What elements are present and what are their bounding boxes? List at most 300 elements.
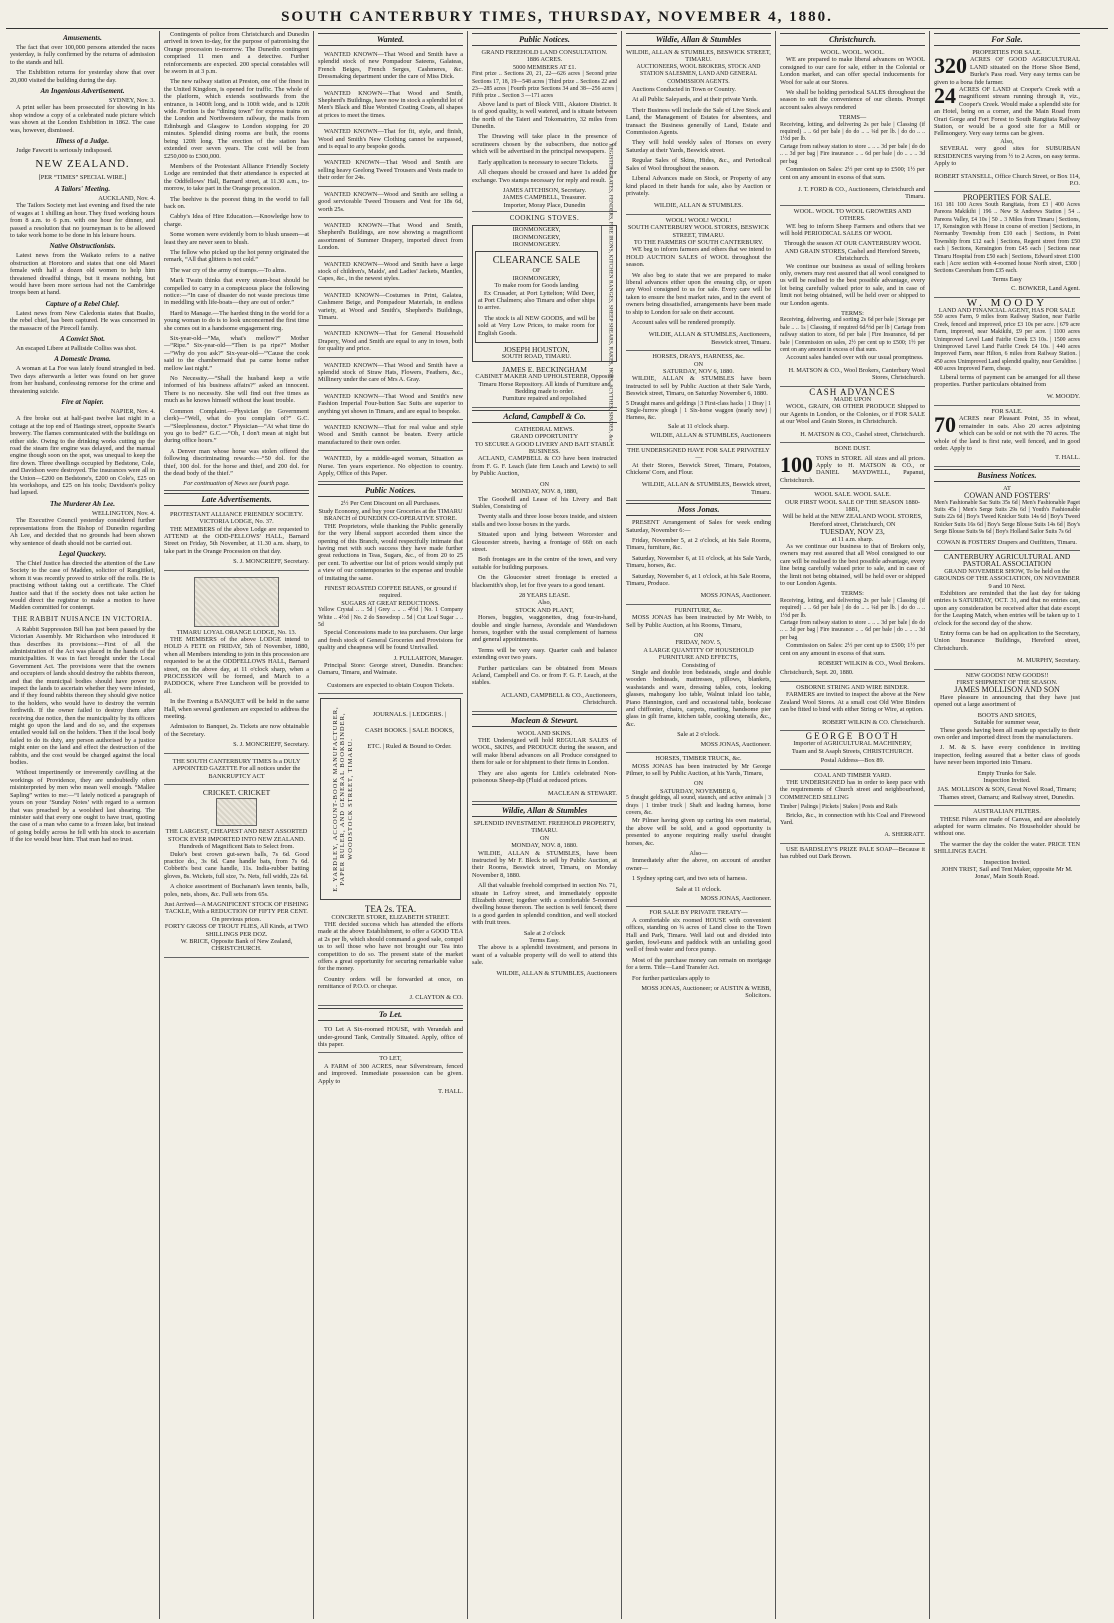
advertisement <box>934 83 1080 138</box>
ad-body: Further particulars can be obtained from Messrs Acland, Campbell and Co. or from F. G. F. Leach, at the stables. <box>472 664 617 687</box>
ad-line: OF <box>532 267 541 275</box>
classified-ad: WANTED KNOWN—That Wood and Smith are selling heavy Geelong Tweed Trousers and Vests made to their order for 24s. <box>318 157 463 186</box>
column-1 <box>6 31 160 1619</box>
ad-subtitle: OUR FIRST WOOL SALE OF THE SEASON 1880-1881, <box>785 498 920 513</box>
advertisement <box>164 573 309 754</box>
price-list: Men's Fashionable Sac Suits 35s 6d | Men's Fashionable Paget Suits 45s | Men's Serge Suits 29s 6d | Youth's Fashionable Suits 22s 6d | Boy's Tweed Knicker Suits 14s 6d | Boy's Tweed Knicker Suits 16s 6d | Boy's Serge Blouse Suits 14s 6d | Boy's Serge Blouse Suits 9s 6d | Boy's Holland Sailor Suits 7s 6d <box>934 499 1080 536</box>
paragraph: Without impertinently or irreverently cavilling at the workings of Providence, they are undoubtedly often misinterpreted by men who mean well enough. “Mallee Sapling” writes to me:—“I lately noticed a paragraph of yours on your ‘Sunday Notes’ with regard to a sermon that was preached by a woolshed last shearing. The minister said that every one ought to have trust, quoting the case of a man who came to a frozen lake, but instead of going boldly across he fell with his stock to ascertain if the ice would bear him. That man had no trust. <box>10 769 155 844</box>
continuation-note: For continuation of News see fourth page. <box>164 480 309 490</box>
ad-title: CASH ADVANCES <box>809 386 896 397</box>
ad-line: Also— <box>689 849 708 857</box>
paragraph: The war cry of the army of tramps.—To alms. <box>170 266 287 274</box>
ad-body: THE UNDERSIGNED has in order to keep pace with the requirements of Church street and neighbourhood, COMMENCED SELLING <box>780 778 925 801</box>
rate-list: Receiving, lotting, and delivering 2s per bale | Classing (if required) .. .. 6d per bale | do do .. .. ¼d per lb. | do do .. .. 1½d per lb. <box>780 597 925 619</box>
ad-body: THESE Filters are made of Canvas, and are absolutely adapted for warm climates. No Householder should be without one. <box>934 815 1080 838</box>
ad-subtitle: TO SECURE A GOOD LIVERY AND BAIT STABLE BUSINESS. <box>474 440 615 456</box>
classified-ad: WANTED, by a middle-aged woman, Situation as Nurse. Ten years experience. No objection to country. Apply, Office of this Paper. <box>318 453 463 482</box>
paragraph: The Exhibition returns for yesterday show that over 20,000 visited the building during the day. <box>10 69 155 84</box>
classified-ad: WANTED KNOWN—That for General Household Drapery, Wood and Smith are equal to any in town, both for quality and price. <box>318 328 463 357</box>
ad-body: FARMERS are invited to inspect the above at the New Zealand Wool Stores. At a small cost Old Wire Binders can be fitted to bind with either String or Wire, at option. <box>780 691 925 714</box>
ad-title: TIMARU LOYAL ORANGE LODGE, No. 13. <box>176 628 297 636</box>
ad-body: SEVERAL very good sites for SUBURBAN RESIDENCES varying from ½ to 2 Acres, on easy terms. Apply to <box>934 145 1080 168</box>
ad-body: WOOL, GRAIN, OR OTHER PRODUCE Shipped to our Agents in London, or the Colonies, or if FOR SALE at our Wool and Grain Stores, in Christchurch. <box>780 403 925 426</box>
paragraph: Latest news from the Waikato refers to a native obstruction at Horotoro and states that one old Maori female with half a dozen old women to help him threatened dreadful things, but it means nothing, but would have been more serious had not the Cambridge troops been at hand. <box>10 252 155 297</box>
paragraph: Common Complaint.—Physician (to Government clerk)—“Well, what do you complain of?” G.C.—“Sleeplessness, doctor.” Physician—“At what time do you go to bed?” G.C.—“Oh, I don't mean at night but during office hours.” <box>164 407 309 445</box>
ad-body: THE decided success which has attended the efforts made at the above Establishment, to offer a GOOD TEA at 2s per lb, which should command a good sale, compel us to sell those who have not brought our Tea into competition to do so. The present state of the market offers a great opportunity for securing remarkable value for the money. <box>318 921 463 973</box>
ad-body: MOSS JONAS has been instructed by Mr George Pilmer, to sell by Public Auction, at his Yards, Timaru, <box>626 762 771 777</box>
ad-signature: MACLEAN & STEWART. <box>472 788 617 802</box>
ad-body: THE Proprietors, while thanking the Public generally for the very liberal support accorded them since the opening of this Branch, would respectfully intimate that having met with such success they have made further great reductions in Teas, Sugars, &c., of from 20 to 25 per cent. To advertise our list of prices would simply put a view of our contemporaries to the expense and trouble of imitating the same. <box>318 522 463 582</box>
ad-body: Terms will be very easy. Quarter cash and balance extending over two years. <box>472 646 617 662</box>
ad-title: TEA 2s. TEA. <box>364 904 417 915</box>
columns <box>6 31 1108 1619</box>
heading: The Murderer Ah Lee. <box>49 499 116 508</box>
ad-subtitle: GRAND NOVEMBER SHOW, To be held on the GROUNDS OF THE ASSOCIATION, ON NOVEMBER 9 and 10 Next. <box>934 567 1080 590</box>
classified-ad: WANTED KNOWN—That for fit, style, and finish, Wood and Smith's New Clothing cannot be surpassed, and is equal to any bespoke goods. <box>318 126 463 155</box>
classified-ad: WANTED KNOWN—That Wood and Smith have a splendid stock of Straw Hats, Flowers, Feathers, &c., Millinery under the care of Mrs A. Gray. <box>318 360 463 389</box>
ad-body: J. M. & S. have every confidence in inviting inspection, feeling assured that a better class of goods have never been imported into Timaru. <box>934 744 1080 767</box>
ad-body: 1 Sydney spring cart, and two sets of harness. <box>632 875 748 883</box>
prize-list: First prize .. Sections 20, 21, 22—626 acres | Second prize Sections 17, 18, 19—548 acres | Third prize .. Sections 22 and 23—285 acres | Fourth prize Sections 34 and 38—256 acres | Fifth prize .. Section 3 —171 acres <box>472 71 617 100</box>
advertisement <box>934 53 1080 86</box>
ad-line: ON <box>693 780 704 788</box>
advertisement <box>164 787 309 958</box>
paragraph: An escaped Libere at Palliside Colliss was shot. <box>16 344 137 352</box>
ad-line: Inspection Invited. <box>983 858 1031 866</box>
ad-body: Liberal terms of payment can be arranged for all these properties. Further particulars obtained from <box>934 373 1080 389</box>
ledger-advertisement <box>320 698 461 900</box>
paragraph: No Necessity.—“Shall the husband keep a wife informed of his business affairs?” asked an innocent. There is no necessity. She will find out five times as much as he knows himself without the least trouble. <box>164 375 309 405</box>
ad-body: A choice assortment of Buchanan's lawn tennis, balls, poles, nets, shoes, &c. Full sets from 65s. <box>164 883 309 898</box>
dateline: NAPIER, Nov. 4. <box>110 408 155 415</box>
ad-body: Entry forms can be had on application to the Secretary, Union Insurance Buildings, Hereford street, Christchurch. <box>934 630 1080 652</box>
ad-title: COWAN AND FOSTERS' <box>964 491 1050 501</box>
ad-body: The Goodwill and Lease of his Livery and Bait Stables, Consisting of <box>472 495 617 510</box>
ad-line: ON <box>693 360 704 368</box>
section-heading: Moss Jonas. <box>626 503 771 516</box>
ad-body: On the Gloucester street frontage is erected a blacksmith's shop, let for five years to a good tenant. <box>472 574 617 589</box>
column-7 <box>930 31 1084 1619</box>
ad-line: 2½ Per Cent Discount on all Purchases. <box>340 500 441 508</box>
ad-body: USE BARDSLEY'S PRIZE PALE SOAP—Because it has rubbed out Dark Brown. <box>780 845 925 861</box>
ad-subtitle: BOOTS AND SHOES, <box>977 711 1037 719</box>
ad-body: Situated upon and lying between Worcester and Gloucester streets, having a frontage of 66ft on each street. <box>472 531 617 553</box>
advertisement <box>934 412 1080 452</box>
ad-subtitle: SOUTH CANTERBURY WOOL STORES, BESWICK STREET, TIMARU. <box>627 224 770 239</box>
ad-body: ACRES near Pleasant Point, 35 in wheat, remainder in oats. Also 20 acres adjoining which can be sold or not with the 70 acres. The whole of the land is first rate, well fenced, and in good order. Apply to <box>934 415 1080 452</box>
heading: An Ingenious Advertisement. <box>40 87 125 96</box>
ad-body: Commission on Sales: 2½ per cent up to £500; 1½ per cent on any amount in excess of that sum. <box>780 642 925 657</box>
item-list: 5 draught geldings, all sound, staunch, and active animals | 3 drays | 1 timber truck | Shaft and leading harness, horse covers, &c. <box>626 795 771 816</box>
ad-line: MONDAY, NOV. 8, 1880, <box>511 488 578 496</box>
ad-line: IRONMONGERY, <box>512 226 561 234</box>
advertisement <box>164 756 309 785</box>
ad-signature: M. MURPHY, Secretary. <box>934 655 1080 669</box>
ad-signature: SOUTH ROAD, TIMARU. <box>501 353 572 361</box>
ad-body: Principal Store: George street, Dunedin. Branches: Oamaru, Timaru, and Waimate. <box>318 662 463 677</box>
ad-body: These goods having been all made up specially to their own order and imported direct from the manufacturers. <box>934 726 1080 741</box>
ad-body: THE Undersigned will hold REGULAR SALES of WOOL, SKINS, and PRODUCE during the season, and will make liberal advances on all Produce consigned to them for sale or for shipment to their firms in London. <box>472 737 617 767</box>
ad-body: ACRES OF GOOD AGRICULTURAL LAND situated on the Horse Shoe Bend, Burke's Pass road. Very easy terms can be given to a bona fide farmer. <box>934 56 1080 86</box>
paragraph: The Chief Justice has directed the attention of the Law Society to the case of Madden, solicitor of Rangitikei, whom it was recently proved to strike off the rolls. He is practising without taking out a certificate. The Chief Justice said that if the society does not take action he would direct the registrar to make a motion to have Madden committed for contempt. <box>10 559 155 612</box>
ad-body: The warmer the day the colder the water. PRICE TEN SHILLINGS EACH. <box>934 840 1080 856</box>
ad-line: Sale at 2 o'clock <box>523 929 566 937</box>
ad-line: TERMS— <box>838 114 867 122</box>
ad-title: CANTERBURY AGRICULTURAL AND PASTORAL ASSOCIATION <box>943 551 1071 569</box>
ad-signature: MOSS JONAS, Auctioneer. <box>626 739 771 753</box>
ad-signature: WILDIE, ALLAN & STUMBLES, Auctioneers <box>626 430 771 444</box>
classified-ad: A FARM of 300 ACRES, near Silverstream, fenced and improved. Immediate possession can be given. Apply to <box>318 1062 463 1085</box>
advertisement <box>472 364 617 408</box>
ad-line: MONDAY, NOV. 8, 1880. <box>511 842 578 850</box>
ad-signature: MOSS JONAS, Auctioneer; or AUSTIN & WEBB, Solicitors. <box>641 985 771 1000</box>
ad-signature: A. SHERRATT. <box>780 829 925 843</box>
ad-signature: WILDIE, ALLAN & STUMBLES, Auctioneers <box>496 969 617 977</box>
heading: Native Obstructionists. <box>49 242 116 251</box>
classified-ad: WANTED KNOWN—That Wood and Smith have a splendid stock of new Pompadour Sateens, Galateas, French Beiges, French Serges, Cashmeres, &c. Dressmaking department under the care of Miss Dick. <box>318 49 463 86</box>
ad-signature: JAMES AITCHISON, Secretary. <box>502 186 587 194</box>
ad-line: IRONMONGERY, <box>512 274 561 282</box>
ad-number: 100 <box>780 451 813 477</box>
ad-title: FURNITURE, &c. <box>674 606 723 614</box>
classified-ad: WANTED KNOWN—That Wood and Smith, Shepherd's Buildings, are now showing a magnificent assortment of Summer Drapery, imported direct from London. <box>318 220 463 257</box>
ad-title: WOOL. WOOL. WOOL. <box>820 49 885 56</box>
ad-signature: W. BRICE, Opposite Bank of New Zealand, CHRISTCHURCH. <box>180 938 293 953</box>
paragraph: The fellow who picked up the hot penny originated the remark, “All that glitters is not cold.” <box>164 248 309 264</box>
ad-body: Their Business will include the Sale of Live Stock and Land, the Management of Estates for absentees, and transact the Business generally of Land, Estate and Commission Agents. <box>626 106 771 137</box>
ad-signature: T. HALL. <box>438 1087 463 1095</box>
ad-title: GEORGE BOOTH <box>805 730 900 741</box>
rate-list: Cartage from railway station to store .. .. .. 3d per bale | do do .. .. 3d per bag | Fire insurance .. .. 6d per bale | do .. .. .. 3d per bag <box>780 620 925 641</box>
section-title: NEW ZEALAND. <box>35 158 130 171</box>
ad-body: In the Evening a BANQUET will be held in the same Hall, when several gentlemen are expected to address the meeting. <box>164 698 309 721</box>
classified-ad: TO Let A Six-roomed HOUSE, with Verandah and under-ground Tank, Centrally Situated. Apply, office of this paper. <box>318 1024 463 1053</box>
ad-body: Auctions Conducted in Town or Country. <box>632 86 736 94</box>
ad-body: FORTY GROSS OF TROUT FLIES, All Kinds, at TWO SHILLINGS PER DOZ. <box>164 923 309 938</box>
ad-title: JAMES E. BECKINGHAM <box>502 364 587 374</box>
ad-line: TERMS: <box>841 590 864 598</box>
ad-signature: WILDIE, ALLAN & STUMBLES. <box>626 200 771 214</box>
ad-title: COOKING STOVES. <box>509 214 580 223</box>
ad-title: W. MOODY <box>966 296 1048 309</box>
masthead-rule <box>6 28 1108 29</box>
section-heading: Business Notices. <box>934 469 1080 482</box>
heading: Legal Quackery. <box>58 549 107 558</box>
advertisement <box>164 509 309 571</box>
ad-line: FINEST ROASTED COFFEE BEANS, or ground if required. <box>324 584 457 600</box>
paragraph: Cabby's Idea of Hire Education.—Knowledge how to charge. <box>164 213 309 228</box>
ad-title: CATHEDRAL MEWS. <box>514 425 575 433</box>
section-heading: Wildie, Allan & Stumbles <box>472 804 617 817</box>
ad-body: They will hold weekly sales of Horses on every Saturday at their Yards, Beswick street. <box>626 139 771 154</box>
ad-number: 70 <box>934 412 956 438</box>
ad-body: Above land is part of Block VIII., Akatore District. It is of good quality, is well watered, and is situate between the north of the Taieri and Tokomairiro, 32 miles from Dunedin. <box>472 100 617 131</box>
ad-body: Mr Pilmer having given up carting his own material, the above will be sold, and a good opportunity is presented to anyone requiring really useful draught horses, &c. <box>626 817 771 847</box>
ad-line: TUESDAY, NOV 23, <box>820 527 885 537</box>
section-title: THE RABBIT NUISANCE IN VICTORIA. <box>12 614 153 623</box>
section-heading: Wanted. <box>318 33 463 46</box>
classified-ad: WANTED KNOWN—That Wood and Smith's new Fashion Imperial Four-button Sac Suits are superior to anything yet shown in Timaru, and are equal to bespoke. <box>318 391 463 420</box>
ad-title: WOOL SALE. WOOL SALE. <box>814 491 891 499</box>
ad-body: WE beg to inform farmers and others that we intend to HOLD AUCTION SALES of WOOL throughout the season. <box>626 246 771 269</box>
ad-line: STOCK AND PLANT, <box>515 606 574 614</box>
ad-date: Christchurch, Sept. 20, 1880. <box>780 667 925 681</box>
ad-line: Suitable for summer wear, <box>973 719 1041 727</box>
ad-title: OSBORNE STRING AND WIRE BINDER. <box>796 683 909 691</box>
ad-body: We continue our business as usual of selling brokers only, owners may rest assured that all wool consigned to us will be realised to the best possible advantage, every lot being carefully valued prior to sale, and in case of limit not being obtained, will be held over or shipped to our London agents. <box>780 262 925 307</box>
ad-line: IRONMONGERY. <box>512 240 561 248</box>
ad-body: Account sales handed over with our usual promptness. <box>786 354 924 362</box>
paragraph: A fire broke out at half-past twelve last night in a cottage at the top end of Hastings street, opposite Swan's brewery. The flames communicated with the buildings on either side. Owing to the drinking works cutting up the road the steam fire engine was delayed, and the manual engine though soon on the spot, was unequal to keep the fire down. Three dwellings occupied by Bedstone, Cole, and Davidson were destroyed. The insurances were all in the Union—£200 on Bedstone's, £200 on Cole's, £25 on his workshops, and £25 on his tools; Davidson's policy had lapsed. <box>10 415 155 497</box>
ad-line: IRONMONGERY, <box>512 233 561 241</box>
ad-title: SUGARS AT GREAT REDUCTIONS. <box>341 599 440 607</box>
ad-line: Hundreds of Magnificent Bats to Select from. <box>178 843 295 851</box>
ad-line: Sale at 11 o'clock. <box>675 885 722 893</box>
ad-signature: H. MATSON & CO., Wool Brokers, Canterbury Wool Stores, Christchurch. <box>780 365 925 387</box>
ad-signature: J. FULLARTON, Manager. <box>393 654 463 662</box>
section-heading: To Let. <box>318 1008 463 1021</box>
paragraph: Members of the Protestant Alliance Friendly Society Lodge are reminded that their attendance is expected at the Oddfellows' Hall, Barnard street, at 11.30 a.m., to-morrow, to take part in the Orange procession. <box>164 162 309 193</box>
heading: Capture of a Rebel Chief. <box>45 299 120 308</box>
ad-title: WOOL. WOOL TO WOOL GROWERS AND OTHERS. <box>793 207 912 223</box>
ad-body: WILDIE, ALLAN & STUMBLES, have been instructed by Mr F. Bleck to sell by Public Auction, at their Rooms, Beswick street, Timaru, on Monday November 8, 1880. <box>472 849 617 879</box>
section-heading: Christchurch. <box>780 33 925 46</box>
ad-subtitle: CONCRETE STORE, ELIZABETH STREET. <box>331 913 450 921</box>
ad-title: PROPERTIES FOR SALE. <box>962 193 1052 203</box>
section-heading: Public Notices. <box>318 484 463 497</box>
ad-subtitle: Importer of AGRICULTURAL MACHINERY, <box>793 740 912 748</box>
ad-body: Liberal Advances made on Stock, or Property of any kind placed in their hands for sale, also by Auction or privately. <box>626 175 771 197</box>
ad-title: PROTESTANT ALLIANCE FRIENDLY SOCIETY. <box>169 510 304 518</box>
clearance-box <box>475 251 598 343</box>
ad-line: Also, <box>537 599 552 607</box>
ad-line: FRIDAY, NOV. 5, <box>675 639 722 647</box>
ad-body: Bricks, &c., in connection with his Coal and Firewood Yard. <box>780 811 925 826</box>
ad-title: Study Economy, and buy your Groceries at the TIMARU BRANCH of DUNEDIN CO-OPERATIVE STORE. <box>318 507 463 523</box>
ad-signature: S. J. MONCRIEFF, Secretary. <box>233 741 309 749</box>
rate-list: Receiving, lotting, and delivering 2s per bale | Classing (if required) .. .. 6d per bale | do do .. .. ¼d per lb. | do do .. .. 1½d per lb. <box>780 121 925 143</box>
heading: Fire at Napier. <box>61 398 104 406</box>
ad-line: Consisting of <box>681 661 716 669</box>
ad-signature: JOHN TRIST, Sail and Tent Maker, opposite Mr M. Jonas', Main South Road. <box>941 866 1073 881</box>
ad-body: ACRES OF LAND at Cooper's Creek with a magnificent stream running through it, viz., Cooper's Creek. Would make a splendid site for an Hotel, being on a corner, and the Main Road from Orari Gorge and Fort Forest to South Rangitata Railway Station, or would be a good site for a Mill or Fellmongery. Very easy terms can be given. <box>934 86 1080 138</box>
ad-body: Duke's best crown gut-sewn balls, 7s 6d. Good practice do., 3s 6d. Cane handle bats, from 7s 6d. Cobbett's best cane handle, 11s. India-rubber batting gloves, 8s. Wickets, full size, 7s. Nets, full width, 22s 6d. <box>164 850 309 880</box>
ad-title: WOOL AND SKINS. <box>517 729 572 737</box>
ad-subtitle: LAND AND FINANCIAL AGENT, HAS FOR SALE <box>938 307 1076 314</box>
ad-line: To make room for Goods landing <box>494 282 579 290</box>
ad-subtitle: A LARGE QUANTITY OF HOUSEHOLD FURNITURE AND EFFECTS, <box>643 646 754 662</box>
ad-line: MADE UPON <box>833 396 872 404</box>
ad-title: WILDIE, ALLAN & STUMBLES, BESWICK STREET, TIMARU. <box>626 49 771 64</box>
section-heading: Wildie, Allan & Stumbles <box>626 33 771 46</box>
ad-title: GRAND OPPORTUNITY <box>510 433 579 441</box>
ad-body: The stock is all NEW GOODS, and will be sold at Very Low Prices, to make room for English Goods. <box>478 314 595 337</box>
ad-title: WOOL! WOOL! WOOL! <box>665 216 732 224</box>
ad-body: Ex Crusader, at Port Lyttelton; Wild Deer, at Port Chalmers; also Timaru and other ships to arrive. <box>478 289 595 312</box>
paragraph: A print seller has been prosecuted for showing in his shop window a copy of a celebrated nude picture which was shown at the London Exhibition in 1862. The case was, however, dismissed. <box>10 104 155 134</box>
masthead: SOUTH CANTERBURY TIMES, THURSDAY, NOVEMBER 4, 1880. <box>281 9 833 25</box>
ledger-side-text: E. YARDLEY, ACCOUNT-BOOK MANUFACTURER, PAPER RULER, AND GENERAL BOOKBINDER, WOODSTOCK STREET, TIMARU. <box>331 706 354 892</box>
ad-line: Empty Trunks for Sale. <box>977 769 1037 777</box>
paragraph: The fact that over 100,000 persons attended the races yesterday, is fully confirmed by the returns of admission to the stands and hill. <box>10 44 155 66</box>
rate-list: Cartage from railway station to store .. .. .. 3d per bale | do do .. .. 3d per bag | Fire insurance .. .. 6d per bale | do .. .. .. 3d per bag <box>780 143 925 165</box>
ad-line: Terms Easy <box>992 275 1022 283</box>
ad-title: JAMES MOLLISON AND SON <box>954 685 1060 695</box>
ad-title: HORSES, TIMBER TRUCK, &c. <box>655 755 742 763</box>
ad-body: WE beg to inform Sheep Farmers and others that we will hold PERIODICAL SALES OF WOOL <box>780 222 925 237</box>
ad-body: We also beg to state that we are prepared to make liberal advances either upon the ensuing clip, or upon any Wool consigned to us for sale. Every care will be taken to ensure the best market rates, and in the event of owners being dissatisfied, arrangements have been made to ship to London for sale on their account. <box>626 271 771 316</box>
heading: A Domestic Drama. <box>54 355 111 364</box>
ad-line: SATURDAY, NOV 6, 1880. <box>663 368 734 376</box>
column-2 <box>160 31 314 1619</box>
ad-body: All cheques should be crossed and have 1s added for exchange. Two stamps necessary for reply and result. <box>472 169 617 184</box>
ad-body: THE SOUTH CANTERBURY TIMES Is a DULY APPOINTED GAZETTE For all notices under the BANKRUPTCY ACT <box>172 757 301 780</box>
ad-title: GRAND FREEHOLD LAND CONSULTATION. <box>481 49 608 56</box>
ad-body: MOSS JONAS has been instructed by Mr Webb, to Sell by Public Auction, at his Rooms, Timaru, <box>626 614 771 629</box>
clearance-title: CLEARANCE SALE <box>492 255 581 267</box>
ad-subtitle: Through the season AT OUR CANTERBURY WOOL AND GRAIN STORES, Cashel and Hereford Streets, Christchurch. <box>783 240 921 263</box>
paragraph: Latest news from New Caledonia states that Bualio, the rebel chief, has been captured. He was concerned in the massacre of the Pirecell family. <box>10 309 155 332</box>
ad-body: At their Stores, Beswick Street, Timaru, Potatoes, Chickens' Corn, and Flour. <box>626 461 771 476</box>
heading: Illness of a Judge. <box>56 137 109 146</box>
ad-line: Postal Address—Box 89. <box>780 755 925 769</box>
paragraph: The new railway station at Preston, one of the finest in the United Kingdom, is opened for traffic. The whole of the platform, which extends southwards from the entrance, is 1400ft long, and is 100ft wide, and is 120ft wide. Portion is the “dining town” for express trains on the London and Northwestern railway, the mails from Edinburgh and Glasgow to London stopping for 20 minutes. Splendid dining rooms are built, the rooms being 120ft long. The erection of the station has extended over seven years. The cost will be from £250,000 to £300,000. <box>164 78 309 160</box>
horseman-engraving-icon <box>194 577 279 627</box>
section-heading: For Sale. <box>934 33 1080 46</box>
section-heading: Maclean & Stewart. <box>472 714 617 727</box>
ad-body: WILDIE, ALLAN & STUMBLES have been instructed to sell by Public Auction at their Sale Yards, Beswick street, Timaru, on Saturday November 6, 1880. <box>626 375 771 398</box>
ad-title: FOR SALE BY PRIVATE TREATY— <box>649 909 748 917</box>
ad-signature: W. MOODY. <box>934 391 1080 405</box>
heading: A Convict Shot. <box>60 334 105 343</box>
paragraph: The Tailors Society met last evening and fixed the rate of wages at 1 shilling an hour. They fixed working hours from 8 a.m. to 6 p.m. with one hour for dinner, and passed a resolution that no journeyman is to be allowed to take work home to be done in his leisure hours. <box>10 202 155 239</box>
side-strip-text: REGISTER GRATES, FENDERS, FIRE IRONS, KITCHEN RANGES, SHEEP SHEARS, RAKES, HOES, SCYTHES, SPADES, &c. <box>607 144 614 443</box>
ad-body: WE are prepared to make liberal advances on WOOL consigned to our care for sale, either in the Colonial or London market, and can offer special inducements for Wool for sale at our Stores. <box>780 56 925 86</box>
ad-signature: ROBERT WILKIN & CO., Wool Brokers. <box>818 660 925 668</box>
ad-body: Single and double iron bedsteads, single and double wooden bedsteads, mattresses, pillows, blankets, washstands and ware, dressing tables, cots, looking glasses, mahogany loo table, Walnut inlaid loo table, Piano Hannington, card and occasional table, bookcase and chiffonier, chairs, carpets, matting, handsome pier glass in gilt frame, kitchen table, cooking utensils, &c., &c. <box>626 669 771 728</box>
ad-line: AT <box>1003 484 1011 492</box>
section-heading: Acland, Campbell & Co. <box>472 410 617 423</box>
classified-ad: WANTED KNOWN—Wood and Smith are selling a good serviceable Tweed Trousers and Vest for 18s 6d, worth 25s. <box>318 189 463 218</box>
ad-line: ON <box>539 834 550 842</box>
section-heading: Public Notices. <box>472 33 617 46</box>
ad-body: Commission on Sales: 2½ per cent up to £500; 1½ per cent on any amount in excess of that sum. <box>780 166 925 181</box>
ad-title: THE UNDERSIGNED HAVE FOR SALE PRIVATELY— <box>627 446 770 462</box>
ad-body: Early application is necessary to secure Tickets. <box>478 158 599 166</box>
dateline: WELLINGTON, Nov. 4. <box>92 509 155 517</box>
paragraph: Mark Twain thinks that every steam-boat should be compelled to carry in a conspicuous place the following notice:—“In case of disaster do not waste precious time in meddling with life-boats—they are out of order.” <box>164 277 309 307</box>
ad-number: 24 <box>934 83 956 109</box>
heading: A Tailors' Meeting. <box>54 184 111 193</box>
ad-signature: J. CLAYTON & CO. <box>409 993 463 1001</box>
ad-body: Saturday, November 6, at 1 o'clock, at his Sale Rooms, Timaru, Produce. <box>626 572 771 587</box>
ad-line: TERMS: <box>841 310 864 317</box>
ad-line: 28 YEARS LEASE. <box>518 591 571 599</box>
ad-body: As we continue our business to that of Brokers only, owners may rest assured that all Wool consigned to our care will be realised to the best possible advantage, every line being carefully valued prior to sale, and in case of the limit not being obtained, will be held over or shipped to our London Agents. <box>780 542 925 587</box>
ad-body: At all Public Saleyards, and at their private Yards. <box>632 96 758 104</box>
ad-title: BONE DUST. <box>834 445 871 453</box>
ad-body: Most of the purchase money can remain on mortgage for a term. Title—Land Transfer Act. <box>626 956 771 972</box>
paragraph: Contingents of police from Christchurch and Dunedin arrived in town to-day, for the purpose of patronising the Orange procession to-morrow. The Dunedin contingent comprised 11 men and a detective. Further reinforcements are expected. 200 special constables will be sworn in at 3 p.m. <box>164 31 309 76</box>
ad-body: The Drawing will take place in the presence of scrutineers chosen by the subscribers, due notice of which will be advertised in the principal newspapers. <box>472 133 617 156</box>
ad-subtitle: THE LARGEST, CHEAPEST AND BEST ASSORTED STOCK EVER IMPORTED INTO NEW ZEALAND. <box>165 828 308 843</box>
ad-line: Also, <box>1000 137 1014 145</box>
ad-title: AUSTRALIAN FILTERS. <box>973 808 1041 816</box>
ad-body: The above is a splendid investment, and persons in want of a valuable property will do well to attend this sale. <box>472 944 617 967</box>
ad-title: CRICKET. CRICKET <box>202 787 271 797</box>
section-subtitle: [PER “TIMES” SPECIAL WIRE.] <box>38 174 127 182</box>
ad-subtitle: TO THE FARMERS OF SOUTH CANTERBURY. <box>633 238 764 246</box>
ad-signature: ROBERT STANSELL, Office Church Street, or Box 114, P.O. <box>934 171 1080 193</box>
ad-body: Have pleasure in announcing that they have just opened out a large assortment of <box>934 693 1080 709</box>
ad-subtitle: FIRST SHIPMENT OF THE SEASON. <box>956 679 1058 687</box>
ad-body: THE MEMBERS of the above Lodge are requested to ATTEND at the ODD-FELLOWS' HALL, Barnard Street on Friday, 5th November, at 11.30 a.m. sharp, to take part in the Orange Procession on that day. <box>164 525 309 555</box>
paragraph: A Rabbit Suppression Bill has just been passed by the Victorian Assembly. Mr Richardson who introduced it thus describes its provisions:—First of all the administration of the Act was placed in the hands of the municipalities. It was in fact brought under the Local Government Act. The provisions were that the owners and occupiers of lands should destroy the rabbits thereon, and that the municipal bodies should have power to inspect the lands to ascertain whether they were infested, and if they found rabbits thereon they should give notice to the holders, who would have to destroy the vermin forthwith. If the owner failed to destroy them after receiving due notice, then the municipality by its officers might go upon the land and do so, and the expenses entailed would fall on the holders. Then if the local body failed to do its duty, any person authorised by a justice might enter on the land and effect the destruction of the rabbits, and the cost would be charged against the local bodies. <box>10 625 155 767</box>
ad-body: PRESENT Arrangement of Sales for week ending Saturday, November 6:— <box>626 519 771 534</box>
ad-line: Sale at 11 o'clock sharp. <box>668 422 729 430</box>
column-6 <box>776 31 930 1619</box>
paragraph: Six-year-old—“Ma, what's mellow?” Mother—“Ripe.” Six-year-old—“Then is pa ripe?” Mother—“Why do you ask?” Six-year-old—“'Cause the cook said to the chambermaid that pa came home rather mellow last night.” <box>164 335 309 372</box>
ad-line: Sale at 2 o'clock. <box>677 731 720 739</box>
ad-body: CABINET MAKER AND UPHOLSTERER, Opposite Timaru Horse Repository. All kinds of Furniture and Bedding made to order. <box>475 373 614 396</box>
ad-body: For further particulars apply to <box>632 974 710 982</box>
ad-title: HORSES, DRAYS, HARNESS, &c. <box>652 353 745 361</box>
dateline: AUCKLAND, Nov. 4. <box>98 194 155 202</box>
ad-line: Inspection Invited. <box>983 776 1031 784</box>
ad-body: They are also agents for Little's celebrated Non-poisonous Sheep-dip (Fluid at reduced prices. <box>472 769 617 785</box>
ad-body: Account sales will be rendered promptly. <box>632 319 736 326</box>
paragraph: The Executive Council yesterday considered further representations from the Bishop of Dunedin regarding Ah Lee, and decided that no grounds had been shown why sentence of death should not be carried out. <box>10 517 155 547</box>
ad-signature: COWAN & FOSTERS' Drapers and Outfitters, Timaru. <box>934 537 1080 551</box>
ad-body: Twenty stalls and three loose boxes inside, and sixteen stalls and two loose boxes in the yards. <box>472 513 617 528</box>
ad-body: TONS in STORE. All sizes and all prices. Apply to H. MATSON & CO., or DANIEL MAYDWELL, Papanui, Christchurch. <box>780 454 925 484</box>
ad-signature: S. J. MONCRIEFF, Secretary. <box>233 558 309 566</box>
ad-line: Customers are expected to obtain Coupon Tickets. <box>318 680 463 694</box>
rate-list: Receiving, delivering, and sorting 2s 6d per bale | Storage per bale .. .. 1s | Classing, if required 6d/½d per lb | Cartage from railway station to store, 6d per bale | Fire Insurance, 6d per bale | Commission on sales, 2½ per cent up to £500; 1½ per cent on any amount in excess of that sum. <box>780 317 925 354</box>
ad-line: at 11 a.m. sharp. <box>831 535 874 543</box>
ad-number: 320 <box>934 53 967 79</box>
ad-title: COAL AND TIMBER YARD. <box>813 771 892 779</box>
paragraph: Some women were evidently born to blush unseen—at least they are never seen to blush. <box>164 231 309 246</box>
ad-line: Will be held at the NEW ZEALAND WOOL STORES, Hereford street, Christchurch, ON <box>782 513 923 528</box>
ad-line: Tuam and St Asaph Streets, CHRISTCHURCH. <box>791 747 914 755</box>
cricket-bats-icon <box>216 798 257 826</box>
price-list: Yellow Crystal .. .. 5d | Grey .. .. .. 4½d | No. 1 Company White .. 4½d | No. 2 do Snowdrop .. 5d | Cut Loaf Sugar .. .. 5d <box>318 607 463 628</box>
column-5 <box>622 31 776 1619</box>
ad-body: Admission to Banquet, 2s. Tickets are now obtainable of the Secretary. <box>164 723 309 738</box>
ad-signature: MOSS JONAS, Auctioneer. <box>626 893 771 907</box>
paragraph: The beehive is the poorest thing in the world to fall back on. <box>164 195 309 210</box>
ad-body: Horses, buggies, waggonettes, drag four-in-hand, double and single harness, Avondale and Wandsdown horses, together with the usual complement of harness and general appointments. <box>472 614 617 644</box>
ad-signature: H. MATSON & CO., Cashel street, Christchurch. <box>780 429 925 443</box>
ad-subtitle: 1886 ACRES. <box>526 56 563 64</box>
ad-signature: Importer, Moray Place, Dunedin <box>472 202 617 212</box>
ad-body: Country orders will be forwarded at once, on remittance of P.O.O. or cheque. <box>318 975 463 991</box>
ad-body: Special Concessions made to tea purchasers. Our large and fresh stock of General Groceries and Provisions for quality and cheapness will be found Unrivalled. <box>318 629 463 652</box>
ad-signature: ACLAND, CAMPBELL & CO., Auctioneers, Christchurch. <box>472 690 617 712</box>
classified-ad: WANTED KNOWN—Wood and Smith have a large stock of children's, Maids', and Ladies' Jackets, Mantles, Capes, &c., in the newest styles. <box>318 259 463 288</box>
section-heading: Late Advertisements. <box>164 493 309 506</box>
ad-subtitle: AUCTIONEERS, WOOL BROKERS, STOCK AND STATION SALESMEN, LAND AND GENERAL COMMISSION AGENTS. <box>636 63 761 85</box>
ad-subtitle: 5000 MEMBERS AT £1. <box>512 63 577 71</box>
ad-subtitle: VICTORIA LODGE, No. 37. <box>199 518 274 526</box>
ad-body: Just Arrived—A MAGNIFICENT STOCK OF FISHING TACKLE, With a REDUCTION OF FIFTY PER CENT. On previous prices. <box>164 900 309 923</box>
ad-signature: JAMES CAMPBELL, Treasurer. <box>502 194 587 202</box>
column-3 <box>314 31 468 1619</box>
heading: Amusements. <box>63 34 102 42</box>
item-list: Timber | Palings | Pickets | Stakes | Posts and Rails <box>780 804 898 811</box>
advertisement <box>780 453 925 490</box>
